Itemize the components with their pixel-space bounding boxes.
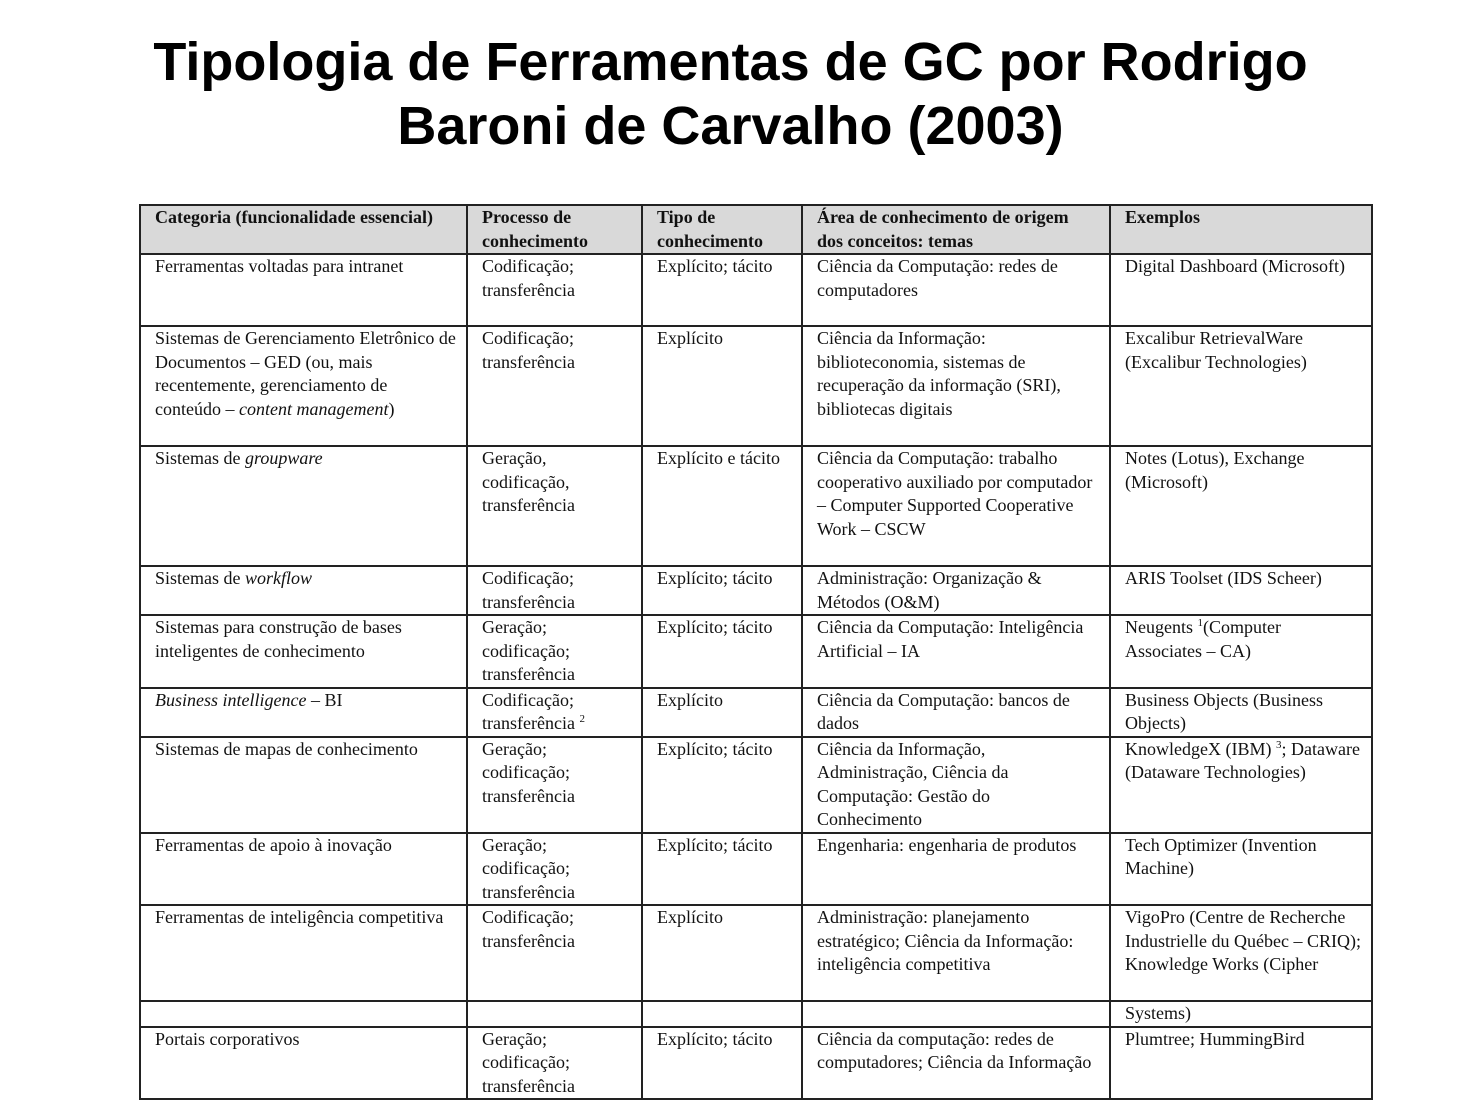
cell-processo: Geração; codificação; transferência <box>467 1027 642 1100</box>
table-row <box>140 833 1372 906</box>
table-row <box>140 1027 1372 1100</box>
cell-processo <box>467 1001 642 1027</box>
cell-processo: Geração; codificação; transferência <box>467 833 642 906</box>
table-row <box>140 566 1372 615</box>
cell-area: Ciência da Informação: biblioteconomia, sistemas de recuperação da informação (SRI), bibliotecas digitais <box>802 326 1110 446</box>
footnote-marker: 2 <box>579 713 585 725</box>
cell-tipo: Explícito <box>642 905 802 1001</box>
cell-processo: Codificação; transferência <box>467 566 642 615</box>
slide-title <box>0 30 1461 158</box>
categoria-italic-text: Business intelligence <box>155 689 307 710</box>
cell-area: Ciência da Computação: bancos de dados <box>802 688 1110 737</box>
cell-tipo: Explícito; tácito <box>642 566 802 615</box>
title-line-2: Baroni de Carvalho (2003) <box>397 96 1064 156</box>
cell-exemplos: Systems) <box>1110 1001 1372 1027</box>
categoria-text: Sistemas de Gerenciamento Eletrônico de Documentos – GED (ou, mais recentemente, gerenciamento de conteúdo – <box>155 328 456 419</box>
table-row <box>140 326 1372 446</box>
cell-exemplos: Business Objects (Business Objects) <box>1110 688 1372 737</box>
cell-categoria: Portais corporativos <box>140 1027 467 1100</box>
header-processo: Processo de conhecimento <box>467 205 642 254</box>
cell-processo: Geração; codificação; transferência <box>467 615 642 688</box>
cell-categoria: Sistemas para construção de bases inteligentes de conhecimento <box>140 615 467 688</box>
tools-typology-table <box>139 204 1373 1100</box>
cell-tipo: Explícito; tácito <box>642 1027 802 1100</box>
cell-tipo: Explícito; tácito <box>642 615 802 688</box>
table-row <box>140 905 1372 1001</box>
cell-processo: Codificação; transferência <box>467 254 642 326</box>
footnote-marker: 1 <box>1197 617 1203 629</box>
cell-exemplos <box>1110 615 1372 688</box>
categoria-end-text: ) <box>388 398 395 419</box>
cell-exemplos <box>1110 737 1372 833</box>
cell-area: Ciência da Informação, Administração, Ciência da Computação: Gestão do Conhecimento <box>802 737 1110 833</box>
cell-exemplos: Excalibur RetrievalWare (Excalibur Technologies) <box>1110 326 1372 446</box>
cell-tipo: Explícito e tácito <box>642 446 802 566</box>
cell-area: Ciência da Computação: redes de computadores <box>802 254 1110 326</box>
cell-exemplos: Plumtree; HummingBird <box>1110 1027 1372 1100</box>
table-row <box>140 688 1372 737</box>
table-row <box>140 615 1372 688</box>
cell-exemplos: Notes (Lotus), Exchange (Microsoft) <box>1110 446 1372 566</box>
categoria-end-text: – BI <box>306 689 343 710</box>
cell-exemplos: ARIS Toolset (IDS Scheer) <box>1110 566 1372 615</box>
categoria-text: Sistemas de <box>155 568 241 588</box>
cell-area: Ciência da Computação: trabalho cooperativo auxiliado por computador – Computer Supported Cooperative Work – CSCW <box>802 446 1110 566</box>
cell-categoria <box>140 1001 467 1027</box>
header-area: Área de conhecimento de origem dos conceitos: temas <box>802 205 1110 254</box>
header-tipo: Tipo de conhecimento <box>642 205 802 254</box>
table-header-row <box>140 205 1372 254</box>
categoria-italic-text: groupware <box>245 448 323 468</box>
table-row <box>140 446 1372 566</box>
cell-tipo: Explícito <box>642 326 802 446</box>
cell-area: Ciência da computação: redes de computadores; Ciência da Informação <box>802 1027 1110 1100</box>
cell-tipo: Explícito <box>642 688 802 737</box>
cell-categoria: Ferramentas de apoio à inovação <box>140 833 467 906</box>
processo-text: Codificação; transferência <box>482 689 575 733</box>
title-line-1: Tipologia de Ferramentas de GC por Rodrigo <box>153 32 1308 92</box>
cell-area: Engenharia: engenharia de produtos <box>802 833 1110 906</box>
cell-tipo <box>642 1001 802 1027</box>
cell-processo: Codificação; transferência <box>467 905 642 1001</box>
cell-exemplos: VigoPro (Centre de Recherche Industrielle du Québec – CRIQ); Knowledge Works (Cipher <box>1110 905 1372 1001</box>
cell-tipo: Explícito; tácito <box>642 833 802 906</box>
footnote-marker: 3 <box>1275 738 1282 751</box>
cell-area: Administração: Organização & Métodos (O&M) <box>802 566 1110 615</box>
header-categoria: Categoria (funcionalidade essencial) <box>140 205 467 254</box>
header-exemplos: Exemplos <box>1110 205 1372 254</box>
cell-processo: Geração, codificação, transferência <box>467 446 642 566</box>
cell-categoria: Ferramentas voltadas para intranet <box>140 254 467 326</box>
categoria-italic-text: workflow <box>245 568 313 588</box>
cell-processo: Geração; codificação; transferência <box>467 737 642 833</box>
cell-area <box>802 1001 1110 1027</box>
exemplos-text: Neugents <box>1125 617 1193 637</box>
cell-categoria <box>140 688 467 737</box>
table-row <box>140 1001 1372 1027</box>
exemplos-text-end: (Computer Associates – CA) <box>1125 617 1281 661</box>
cell-tipo: Explícito; tácito <box>642 737 802 833</box>
cell-tipo: Explícito; tácito <box>642 254 802 326</box>
exemplos-text-end: ; Dataware (Dataware Technologies) <box>1125 738 1360 782</box>
cell-categoria: Sistemas de mapas de conhecimento <box>140 737 467 833</box>
table-row <box>140 254 1372 326</box>
exemplos-text: KnowledgeX (IBM) <box>1125 738 1272 759</box>
cell-processo: Codificação; transferência <box>467 326 642 446</box>
cell-categoria <box>140 446 467 566</box>
cell-area: Administração: planejamento estratégico; Ciência da Informação: inteligência competitiva <box>802 905 1110 1001</box>
cell-categoria: Ferramentas de inteligência competitiva <box>140 905 467 1001</box>
categoria-text: Sistemas de <box>155 448 241 468</box>
cell-processo <box>467 688 642 737</box>
table-row <box>140 737 1372 833</box>
cell-exemplos: Tech Optimizer (Invention Machine) <box>1110 833 1372 906</box>
cell-categoria <box>140 566 467 615</box>
cell-area: Ciência da Computação: Inteligência Artificial – IA <box>802 615 1110 688</box>
cell-categoria <box>140 326 467 446</box>
cell-exemplos: Digital Dashboard (Microsoft) <box>1110 254 1372 326</box>
categoria-italic-text: content management <box>238 398 389 419</box>
